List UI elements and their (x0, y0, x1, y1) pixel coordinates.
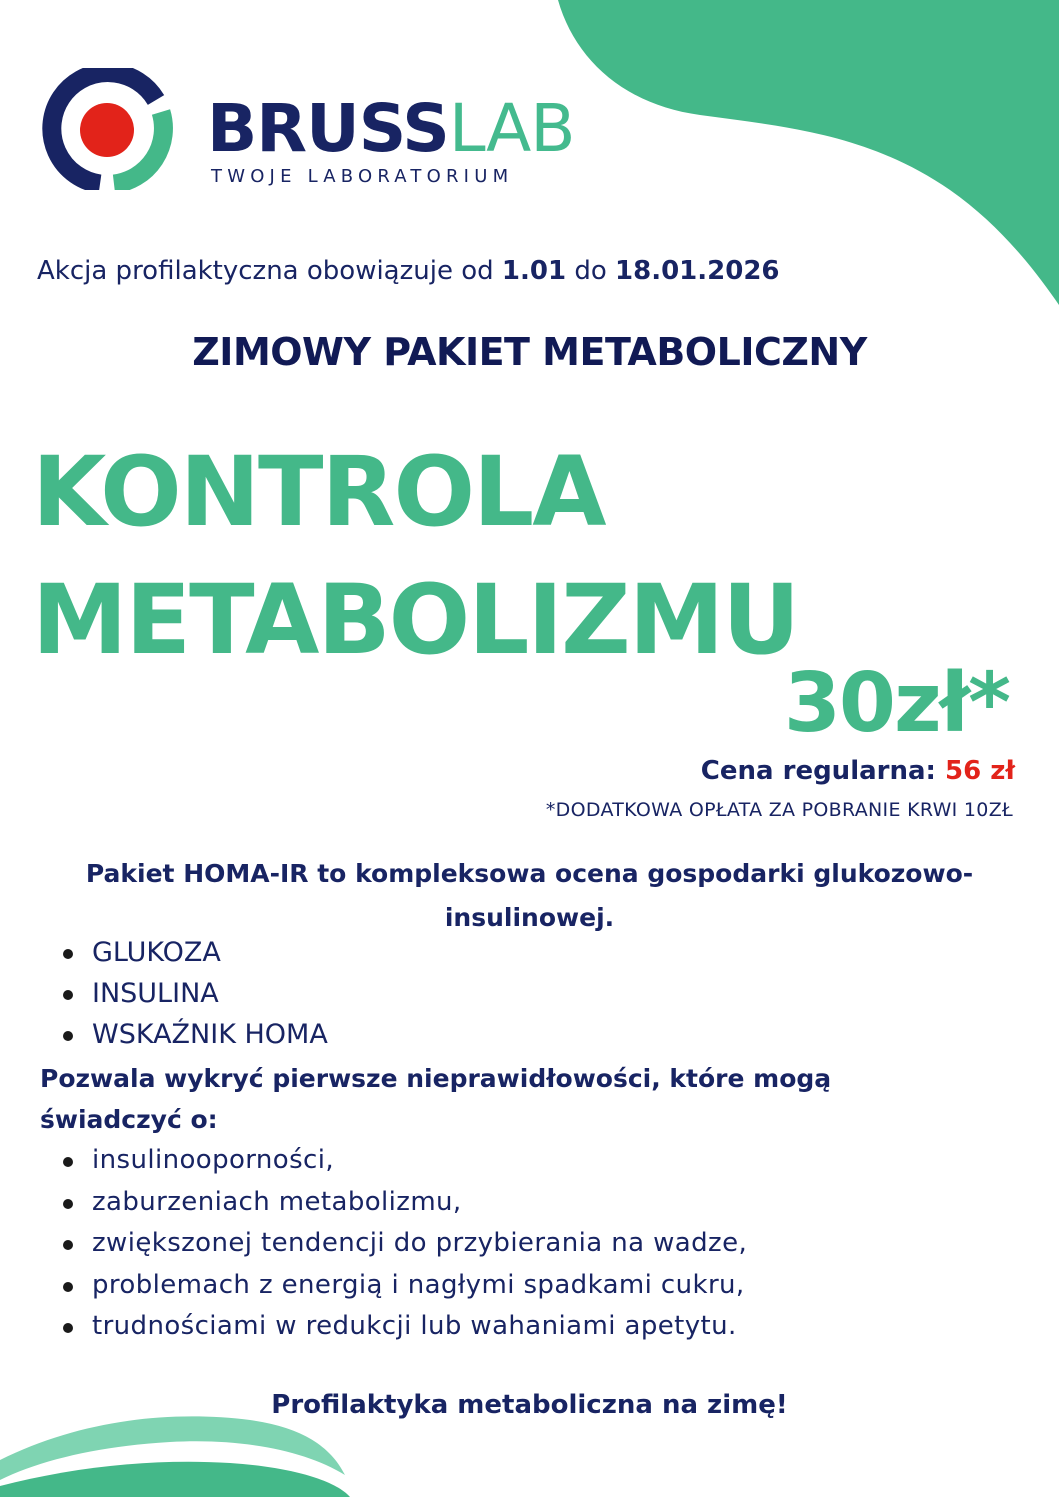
headline-line-2: METABOLIZMU (32, 564, 799, 676)
promo-end-date: 18.01.2026 (615, 256, 780, 286)
regular-price-value: 56 zł (944, 756, 1015, 786)
list-item: problemach z energią i nagłymi spadkami cukru, (36, 1265, 747, 1307)
promo-price: 30zł* (783, 656, 1009, 751)
conditions-list (36, 1140, 747, 1348)
headline (32, 428, 798, 684)
list-item: WSKAŹNIK HOMA (36, 1014, 328, 1055)
footer-slogan: Profilaktyka metaboliczna na zimę! (271, 1390, 788, 1420)
list-item: trudnościami w redukcji lub wahaniami apetytu. (36, 1306, 747, 1348)
promo-start-date: 1.01 (501, 256, 567, 286)
promo-dates (37, 256, 780, 286)
regular-price-label: Cena regularna: (700, 756, 945, 786)
list-item: GLUKOZA (36, 932, 328, 973)
regular-price (701, 756, 1015, 786)
promo-prefix: Akcja profilaktyczna obowiązuje od (37, 256, 502, 286)
brand-name-strong: BRUSS (207, 90, 449, 167)
brand-tagline: TWOJE LABORATORIUM (211, 166, 514, 187)
tests-list (36, 932, 328, 1055)
package-intro: Pakiet HOMA-IR to kompleksowa ocena gospodarki glukozowo-insulinowej. (85, 859, 974, 932)
bottom-left-wave-decoration (0, 1400, 1059, 1497)
package-title: ZIMOWY PAKIET METABOLICZNY (192, 330, 867, 374)
conditions-lead: Pozwala wykryć pierwsze nieprawidłowości, które mogą świadczyć o: (40, 1064, 832, 1134)
list-item: zwiększonej tendencji do przybierania na wadze, (36, 1223, 747, 1265)
brusslab-logo-icon (40, 68, 176, 190)
list-item: insulinooporności, (36, 1140, 747, 1182)
promo-middle: do (566, 256, 616, 286)
brand-name-light: LAB (448, 90, 575, 167)
headline-line-1: KONTROLA (32, 436, 605, 548)
blood-draw-fee-note: *DODATKOWA OPŁATA ZA POBRANIE KRWI 10ZŁ (545, 799, 1013, 821)
list-item: INSULINA (36, 973, 328, 1014)
list-item: zaburzeniach metabolizmu, (36, 1182, 747, 1224)
brand-name (207, 90, 575, 167)
